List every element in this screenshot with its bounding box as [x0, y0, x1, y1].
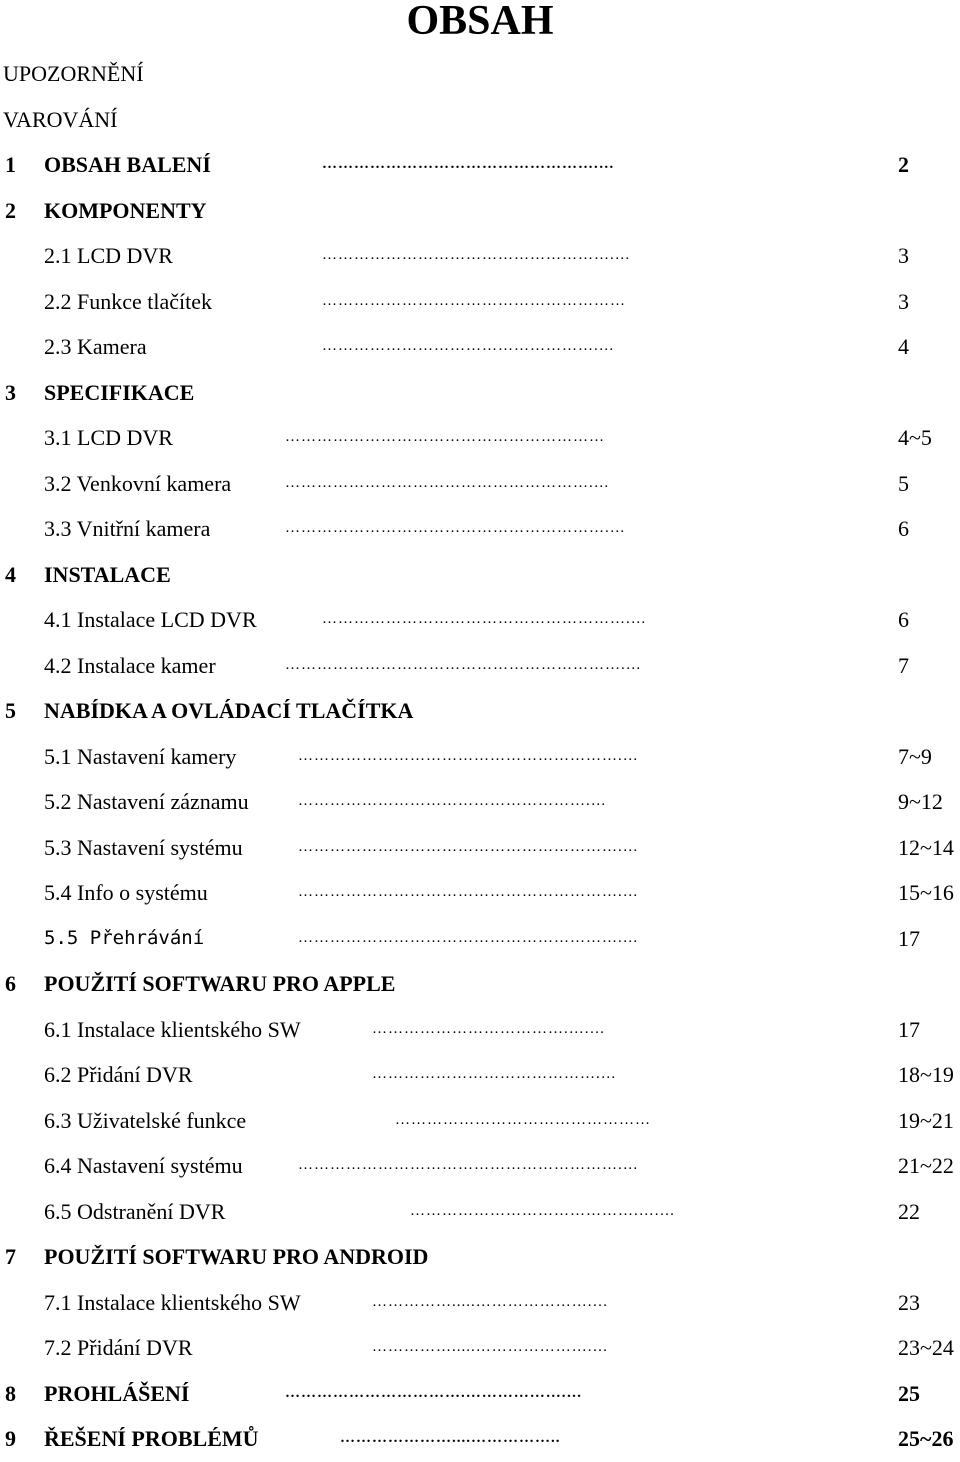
toc-leader-dots: …………………………………………………….…	[298, 1157, 639, 1173]
toc-entry-label: 5.5 Přehrávání	[44, 926, 205, 949]
toc-entry-label: SPECIFIKACE	[44, 379, 195, 405]
toc-entry-number: 6	[5, 971, 16, 996]
toc-entry-label: 6.2 Přidání DVR	[44, 1062, 193, 1087]
toc-entry-label: 5.1 Nastavení kamery	[44, 743, 237, 769]
toc-leader-dots: …………………....……………..	[340, 1430, 561, 1446]
toc-entry-label: 7.2 Přidání DVR	[44, 1335, 193, 1360]
toc-entry-label: 3.2 Venkovní kamera	[44, 470, 232, 496]
toc-page-number: 17	[898, 1016, 920, 1042]
toc-entry	[0, 825, 960, 871]
toc-entry	[0, 415, 960, 461]
toc-leader-dots: …………….....………………….…	[372, 1293, 609, 1310]
toc-leader-dots: …………………………………….…	[372, 1066, 617, 1082]
toc-entry-label: 6.1 Instalace klientského SW	[44, 1016, 301, 1042]
toc-entry-label: 4.1 Instalace LCD DVR	[44, 607, 257, 632]
toc-entry	[0, 1416, 960, 1462]
toc-entry	[0, 1143, 960, 1189]
toc-leader-dots: …………………………………………………….…	[298, 747, 639, 764]
toc-page-number: 19~21	[898, 1107, 954, 1133]
toc-entry-number: 1	[5, 152, 16, 177]
toc-entry-number: 5	[5, 698, 16, 723]
toc-page-number: 5	[898, 470, 909, 496]
toc-entry	[0, 552, 960, 598]
toc-page-number: 7~9	[898, 743, 932, 769]
toc-entry-label: 6.5 Odstranění DVR	[44, 1198, 226, 1224]
toc-entry-label: 5.3 Nastavení systému	[44, 834, 243, 860]
toc-leader-dots: ……………………………………………………….…	[285, 656, 642, 673]
toc-entry	[0, 1007, 960, 1053]
toc-entry	[0, 1234, 960, 1280]
toc-page-number: 25	[898, 1380, 920, 1406]
toc-page-number: 23~24	[898, 1335, 954, 1360]
toc-page-number: 4~5	[898, 425, 932, 450]
toc-entry	[0, 688, 960, 734]
toc-page-number: 4	[898, 334, 909, 359]
toc-page-number: 9~12	[898, 789, 943, 814]
toc-entry-label: POUŽITÍ SOFTWARU PRO ANDROID	[44, 1244, 429, 1269]
toc-entry-label: INSTALACE	[44, 561, 171, 587]
toc-entry-number: 8	[5, 1380, 16, 1406]
toc-entry	[0, 233, 960, 279]
toc-entry-number: 9	[5, 1426, 16, 1451]
toc-page-number: 22	[898, 1198, 920, 1224]
toc-entry-label: NABÍDKA A OVLÁDACÍ TLAČÍTKA	[44, 698, 414, 723]
toc-page-number: 3	[898, 243, 909, 268]
toc-entry-label: 5.4 Info o systému	[44, 880, 208, 905]
toc-entry	[0, 97, 960, 143]
toc-page-number: 2	[898, 152, 909, 177]
toc-entry	[0, 1052, 960, 1098]
toc-entry	[0, 506, 960, 552]
toc-page-number: 17	[898, 925, 920, 951]
toc-entry	[0, 916, 960, 962]
toc-leader-dots: …………………………………………….…	[322, 156, 615, 172]
toc-entry	[0, 1098, 960, 1144]
toc-entry-number: 4	[5, 561, 16, 587]
toc-page-number: 3	[898, 288, 909, 314]
toc-leader-dots: ………………………………………………….…	[285, 474, 610, 491]
toc-entry	[0, 188, 960, 234]
toc-entry	[0, 779, 960, 825]
toc-entry-label: 2.3 Kamera	[44, 334, 147, 359]
toc-leader-dots: ………………………………………………….…	[322, 611, 647, 627]
toc-entry	[0, 1189, 960, 1235]
toc-entry	[0, 597, 960, 643]
toc-entry	[0, 734, 960, 780]
toc-entry-label: VAROVÁNÍ	[3, 106, 118, 132]
toc-entry	[0, 1371, 960, 1417]
toc-entry	[0, 461, 960, 507]
toc-entry	[0, 370, 960, 416]
page-title: OBSAH	[406, 0, 554, 44]
toc-leader-dots: …………………………………………………….…	[298, 838, 639, 855]
toc-entry-label: 6.3 Uživatelské funkce	[44, 1107, 247, 1133]
toc-leader-dots: ……………………………………………………	[285, 429, 605, 445]
toc-entry-label: 2.2 Funkce tlačítek	[44, 288, 213, 314]
toc-leader-dots: ……………………………………………….…	[322, 247, 631, 263]
toc-entry-label: 3.3 Vnitřní kamera	[44, 516, 211, 541]
toc-entry-label: OBSAH BALENÍ	[44, 152, 211, 177]
toc-entry	[0, 142, 960, 188]
toc-leader-dots: …………………………………………….…	[322, 338, 615, 354]
toc-page-number: 6	[898, 516, 909, 541]
toc-page-number: 21~22	[898, 1153, 954, 1178]
toc-page-number: 6	[898, 607, 909, 632]
toc-page-number: 18~19	[898, 1062, 954, 1087]
toc-entry-label: KOMPONENTY	[44, 197, 207, 223]
toc-entry-label: POUŽITÍ SOFTWARU PRO APPLE	[44, 971, 396, 996]
toc-leader-dots: …………………………………………………….…	[298, 929, 639, 946]
toc-leader-dots: …………………………………………	[395, 1111, 651, 1128]
toc-page-number: 25~26	[898, 1426, 954, 1451]
toc-entry-label: 2.1 LCD DVR	[44, 243, 173, 268]
toc-entry-label: ŘEŠENÍ PROBLÉMŮ	[44, 1426, 259, 1451]
toc-entry-number: 2	[5, 197, 16, 223]
toc-entry-number: 7	[5, 1244, 16, 1269]
toc-entry	[0, 643, 960, 689]
toc-entry-label: 4.2 Instalace kamer	[44, 652, 216, 678]
toc-entry	[0, 961, 960, 1007]
toc-entry-label: 6.4 Nastavení systému	[44, 1153, 243, 1178]
toc-entry	[0, 1325, 960, 1371]
toc-entry-label: 5.2 Nastavení záznamu	[44, 789, 249, 814]
toc-entry	[0, 279, 960, 325]
toc-entry-number: 3	[5, 379, 16, 405]
toc-page-number: 12~14	[898, 834, 954, 860]
toc-entry-label: 7.1 Instalace klientského SW	[44, 1289, 301, 1315]
toc-entry-label: PROHLÁŠENÍ	[44, 1380, 190, 1406]
toc-entry	[0, 324, 960, 370]
toc-page-number: 15~16	[898, 880, 954, 905]
toc-leader-dots: ……………………………….….…	[372, 1020, 606, 1037]
toc-page-number: 7	[898, 652, 909, 678]
toc-leader-dots: …………………………………….….…	[410, 1202, 676, 1219]
toc-leader-dots: …………………………………………………….…	[298, 884, 639, 900]
toc-entry-label: 3.1 LCD DVR	[44, 425, 173, 450]
toc-leader-dots: ……………………………………………….…	[298, 793, 607, 809]
toc-leader-dots: …………………………………………………	[322, 292, 626, 309]
toc-leader-dots: …………….....………………….…	[372, 1339, 609, 1355]
toc-page-number: 23	[898, 1289, 920, 1315]
toc-entry	[0, 870, 960, 916]
toc-leader-dots: …………………………………………………….…	[285, 520, 626, 536]
toc-entry	[0, 1280, 960, 1326]
toc-entry-label: UPOZORNĚNÍ	[3, 61, 144, 86]
toc-leader-dots: …………………………….……………….…	[285, 1384, 583, 1401]
table-of-contents	[0, 51, 960, 1462]
toc-entry	[0, 51, 960, 97]
